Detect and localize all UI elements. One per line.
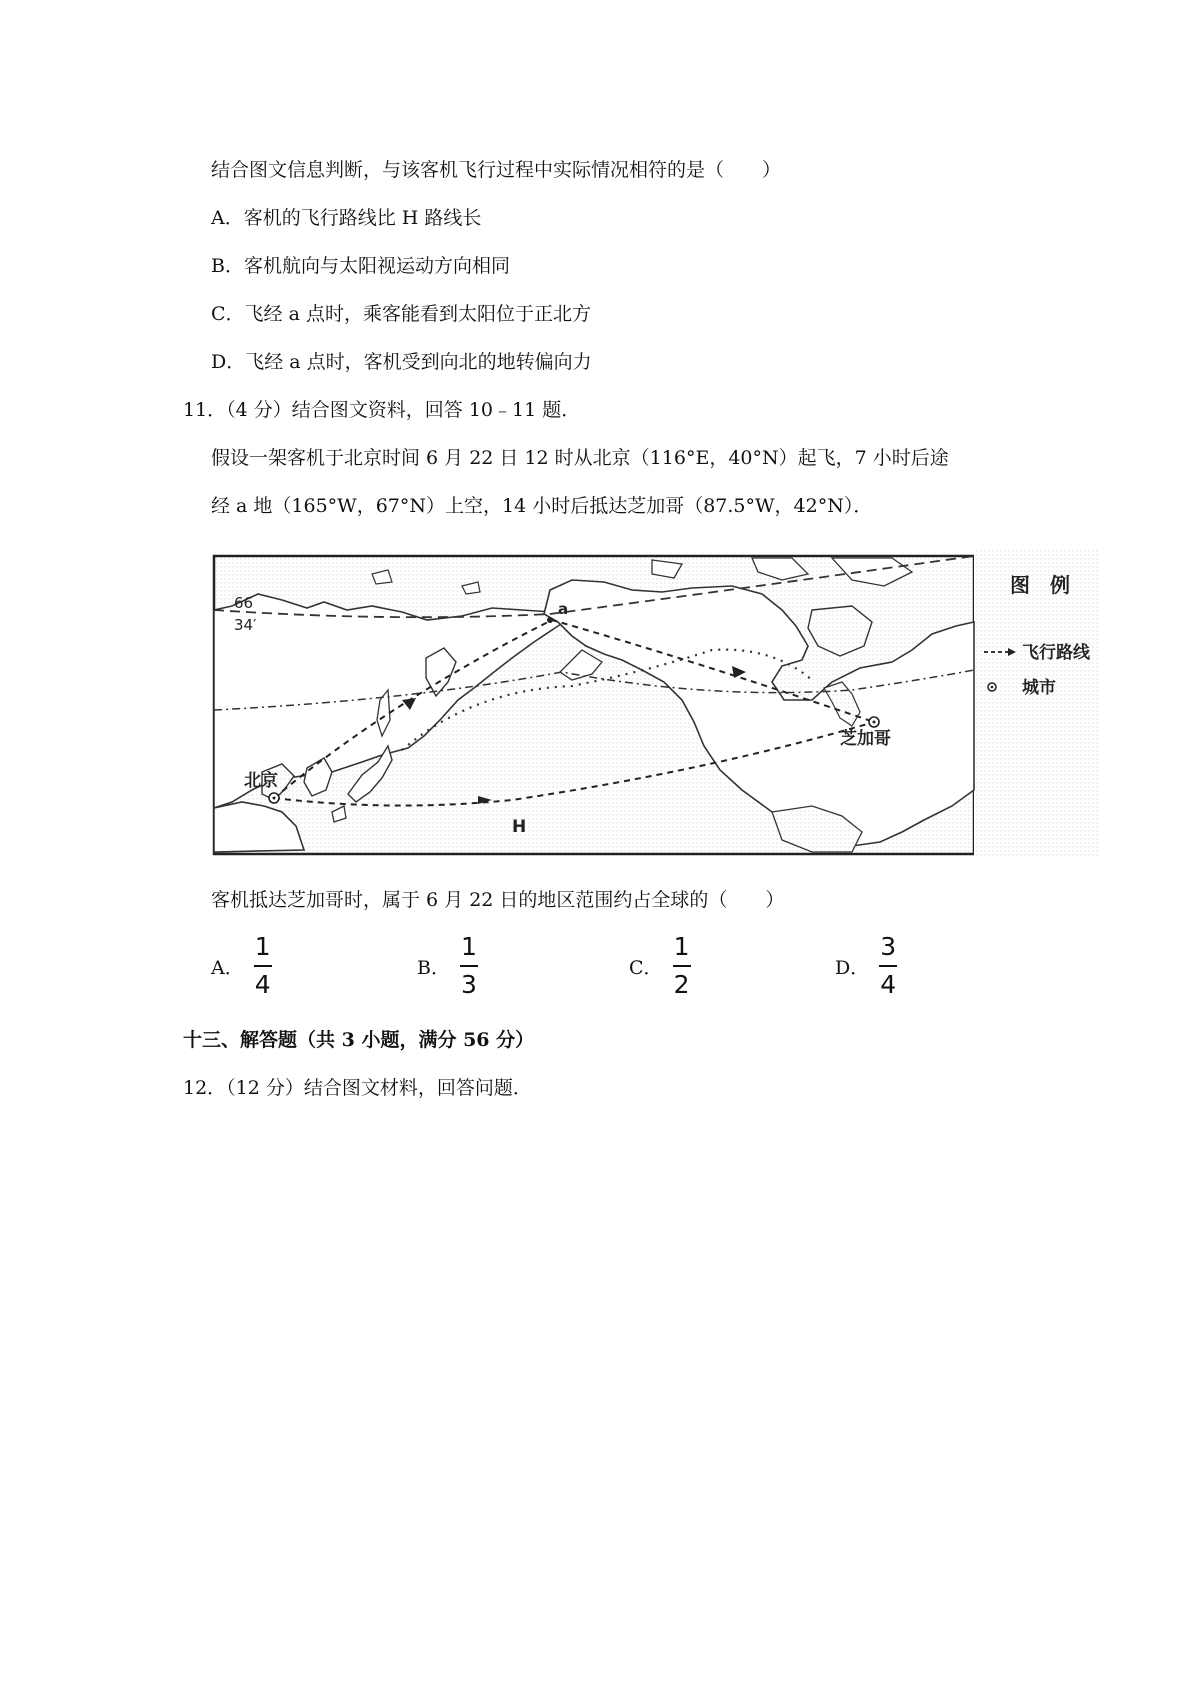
q11-option-a xyxy=(211,928,272,1004)
fraction xyxy=(254,932,272,1000)
fraction-bar xyxy=(673,965,691,967)
q10-option-c: C．飞经 a 点时，乘客能看到太阳位于正北方 xyxy=(211,303,591,325)
q11-option-c xyxy=(629,928,691,1004)
denominator: 4 xyxy=(254,970,271,999)
q11-paragraph-line1: 假设一架客机于北京时间 6 月 22 日 12 时从北京（116°E，40°N）起飞，7 小时后途 xyxy=(211,447,949,469)
legend-city-label: 城市 xyxy=(1022,678,1056,698)
denominator: 3 xyxy=(461,970,477,999)
fraction-bar xyxy=(879,965,897,967)
city-label-beijing: 北京 xyxy=(244,771,278,791)
q10-option-b: B．客机航向与太阳视运动方向相同 xyxy=(211,255,510,277)
option-label: B． xyxy=(417,956,450,979)
latitude-label-34: 34′ xyxy=(234,616,257,634)
q10-option-d: D．飞经 a 点时，客机受到向北的地转偏向力 xyxy=(211,351,592,373)
q10-option-a: A．客机的飞行路线比 H 路线长 xyxy=(211,207,482,229)
numerator: 1 xyxy=(673,932,690,961)
latitude-label-66: 66 xyxy=(234,594,254,612)
denominator: 2 xyxy=(673,970,690,999)
q10-stem: 结合图文信息判断，与该客机飞行过程中实际情况相符的是（ ） xyxy=(211,159,782,181)
option-label: A． xyxy=(211,956,244,979)
q11-stem: 客机抵达芝加哥时，属于 6 月 22 日的地区范围约占全球的（ ） xyxy=(211,889,785,911)
q11-paragraph-line2: 经 a 地（165°W，67°N）上空，14 小时后抵达芝加哥（87.5°W，42°N）． xyxy=(211,495,873,517)
numerator: 3 xyxy=(880,932,897,961)
option-label: D． xyxy=(835,956,870,979)
option-label: C． xyxy=(629,956,663,979)
point-a-marker xyxy=(547,617,553,623)
flight-route-map xyxy=(212,550,1101,858)
legend-route-label: 飞行路线 xyxy=(1022,643,1090,663)
fraction xyxy=(673,932,691,1000)
denominator: 4 xyxy=(880,970,897,999)
section-13-title: 十三、解答题（共 3 小题，满分 56 分） xyxy=(183,1029,535,1051)
point-a-label: a xyxy=(558,600,569,618)
fraction-bar xyxy=(460,965,478,967)
q12-header: 12．（12 分）结合图文材料，回答问题． xyxy=(183,1077,532,1099)
fraction xyxy=(879,932,897,1000)
city-label-chicago: 芝加哥 xyxy=(840,729,891,749)
q11-header: 11．（4 分）结合图文资料，回答 10﹣11 题． xyxy=(183,399,581,421)
route-h-label: H xyxy=(512,817,527,837)
fraction-bar xyxy=(254,965,272,967)
numerator: 1 xyxy=(461,932,477,961)
fraction xyxy=(460,932,478,1000)
q11-option-b xyxy=(417,928,478,1004)
legend-title: 图 例 xyxy=(1010,573,1070,597)
numerator: 1 xyxy=(254,932,271,961)
q11-option-d xyxy=(835,928,897,1004)
